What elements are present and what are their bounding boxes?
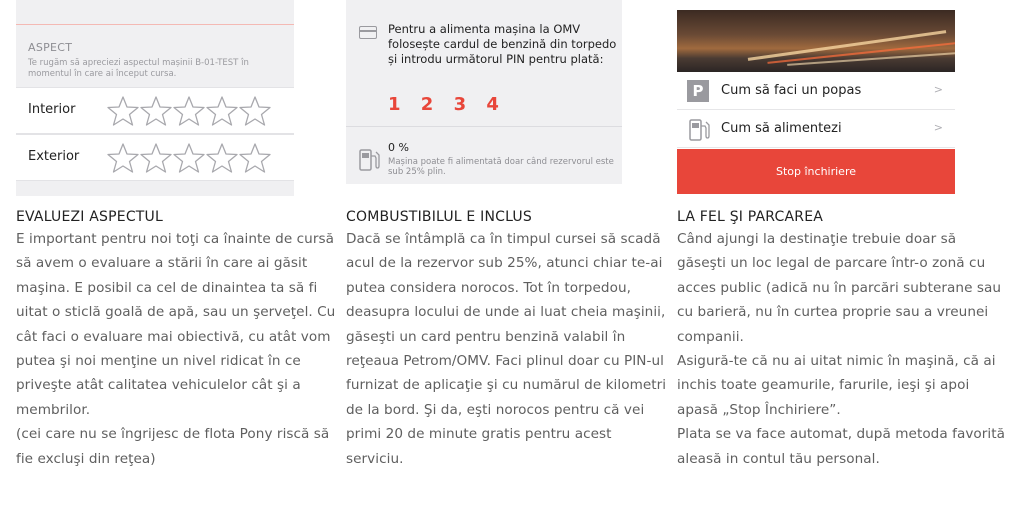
paragraph: Plata se va face automat, după metoda favorită aleasă in contul tău personal. [677, 426, 1006, 467]
fuel-level: 0 % [388, 141, 409, 154]
feature-column-parking [677, 0, 1007, 471]
app-screenshot-fuel [346, 0, 622, 196]
menu-item-alimentezi[interactable] [677, 110, 955, 148]
fuel-card-info: Pentru a alimenta mașina la OMV folosește cardul de benzină din torpedo și introdu următorul PIN pentru plată: [388, 22, 617, 66]
rating-hint: Te rugăm să apreciezi aspectul mașinii B-01-TEST în momentul în care ai început cursa. [28, 58, 249, 79]
paragraph: Când ajungi la destinaţie trebuie doar să găseşti un loc legal de parcare într-o zonă cu acces public (adică nu în parcări subterane sau cu barieră, nu în curtea proprie sau a vreunei companii. [677, 231, 1002, 345]
divider [16, 24, 294, 25]
star-icon[interactable] [139, 94, 173, 128]
column-body [16, 227, 338, 471]
feature-column-aspect [16, 0, 338, 471]
highway-photo [677, 10, 955, 72]
star-icon[interactable] [106, 94, 140, 128]
rating-row-interior [16, 87, 294, 134]
menu-item-label: Cum să faci un popas [721, 83, 862, 98]
screen-footer [346, 184, 622, 196]
column-title: LA FEL ŞI PARCAREA [677, 209, 824, 225]
feature-column-fuel [346, 0, 668, 471]
parking-icon: P [687, 80, 709, 102]
star-rating-exterior[interactable] [106, 141, 271, 175]
chevron-right-icon: > [933, 121, 943, 134]
star-icon[interactable] [172, 141, 206, 175]
chevron-right-icon: > [933, 83, 943, 96]
rating-label: Exterior [28, 149, 80, 164]
star-icon[interactable] [205, 94, 239, 128]
menu-item-label: Cum să alimentezi [721, 121, 842, 136]
paragraph: Asigură-te că nu ai uitat nimic în maşină, că ai inchis toate geamurile, farurile, ieşi şi apoi apasă „Stop Închiriere”. [677, 353, 996, 418]
column-body [346, 227, 668, 471]
pin-code: 1 2 3 4 [388, 94, 506, 115]
column-body [677, 227, 1007, 471]
app-screenshot-rating [16, 0, 294, 196]
column-title: COMBUSTIBILUL E INCLUS [346, 209, 532, 225]
star-icon[interactable] [238, 94, 272, 128]
screen-footer [16, 182, 294, 196]
menu-item-popas[interactable] [677, 72, 955, 110]
column-title: EVALUEZI ASPECTUL [16, 209, 163, 225]
section-heading: ASPECT [28, 41, 73, 54]
star-icon[interactable] [106, 141, 140, 175]
fuel-note: Mașina poate fi alimentată doar când rezervorul este sub 25% plin. [388, 157, 614, 177]
card-icon [359, 26, 377, 39]
star-icon[interactable] [172, 94, 206, 128]
paragraph: Dacă se întâmplă ca în timpul cursei să scadă acul de la rezervor sub 25%, atunci chiar te-ai putea considera norocos. Tot în torpedou, deasupra locului de unde ai luat cheia maşinii, găseşti un card pentru benzină valabil în reţeaua Petrom/OMV. Faci plinul doar cu PIN-ul furnizat de aplicaţie şi cu numărul de kilometri de la bord. Şi da, eşti norocos pentru că vei primi 20 de minute gratis pentru acest serviciu. [346, 231, 667, 467]
rating-label: Interior [28, 102, 76, 117]
star-rating-interior[interactable] [106, 94, 271, 128]
paragraph: E important pentru noi toţi ca înainte de cursă să avem o evaluare a stării în care ai găsit maşina. E posibil ca cel de dinaintea ta să fi uitat o sticlă goală de apă, sau un şerveţel. Cu cât faci o evaluare mai obiectivă, cu atât vom putea şi noi menţine un nivel ridicat în ce priveşte atât calitatea vehiculelor cât şi a membrilor. [16, 231, 336, 418]
stop-rental-button[interactable]: Stop închiriere [677, 149, 955, 194]
star-icon[interactable] [238, 141, 272, 175]
rating-row-exterior [16, 134, 294, 181]
app-screenshot-parking [677, 0, 955, 196]
paragraph: (cei care nu se îngrijesc de flota Pony riscă să fie excluşi din reţea) [16, 426, 330, 467]
fuel-pump-icon [688, 116, 710, 142]
fuel-pump-icon [358, 146, 380, 172]
divider [346, 126, 622, 127]
star-icon[interactable] [139, 141, 173, 175]
star-icon[interactable] [205, 141, 239, 175]
